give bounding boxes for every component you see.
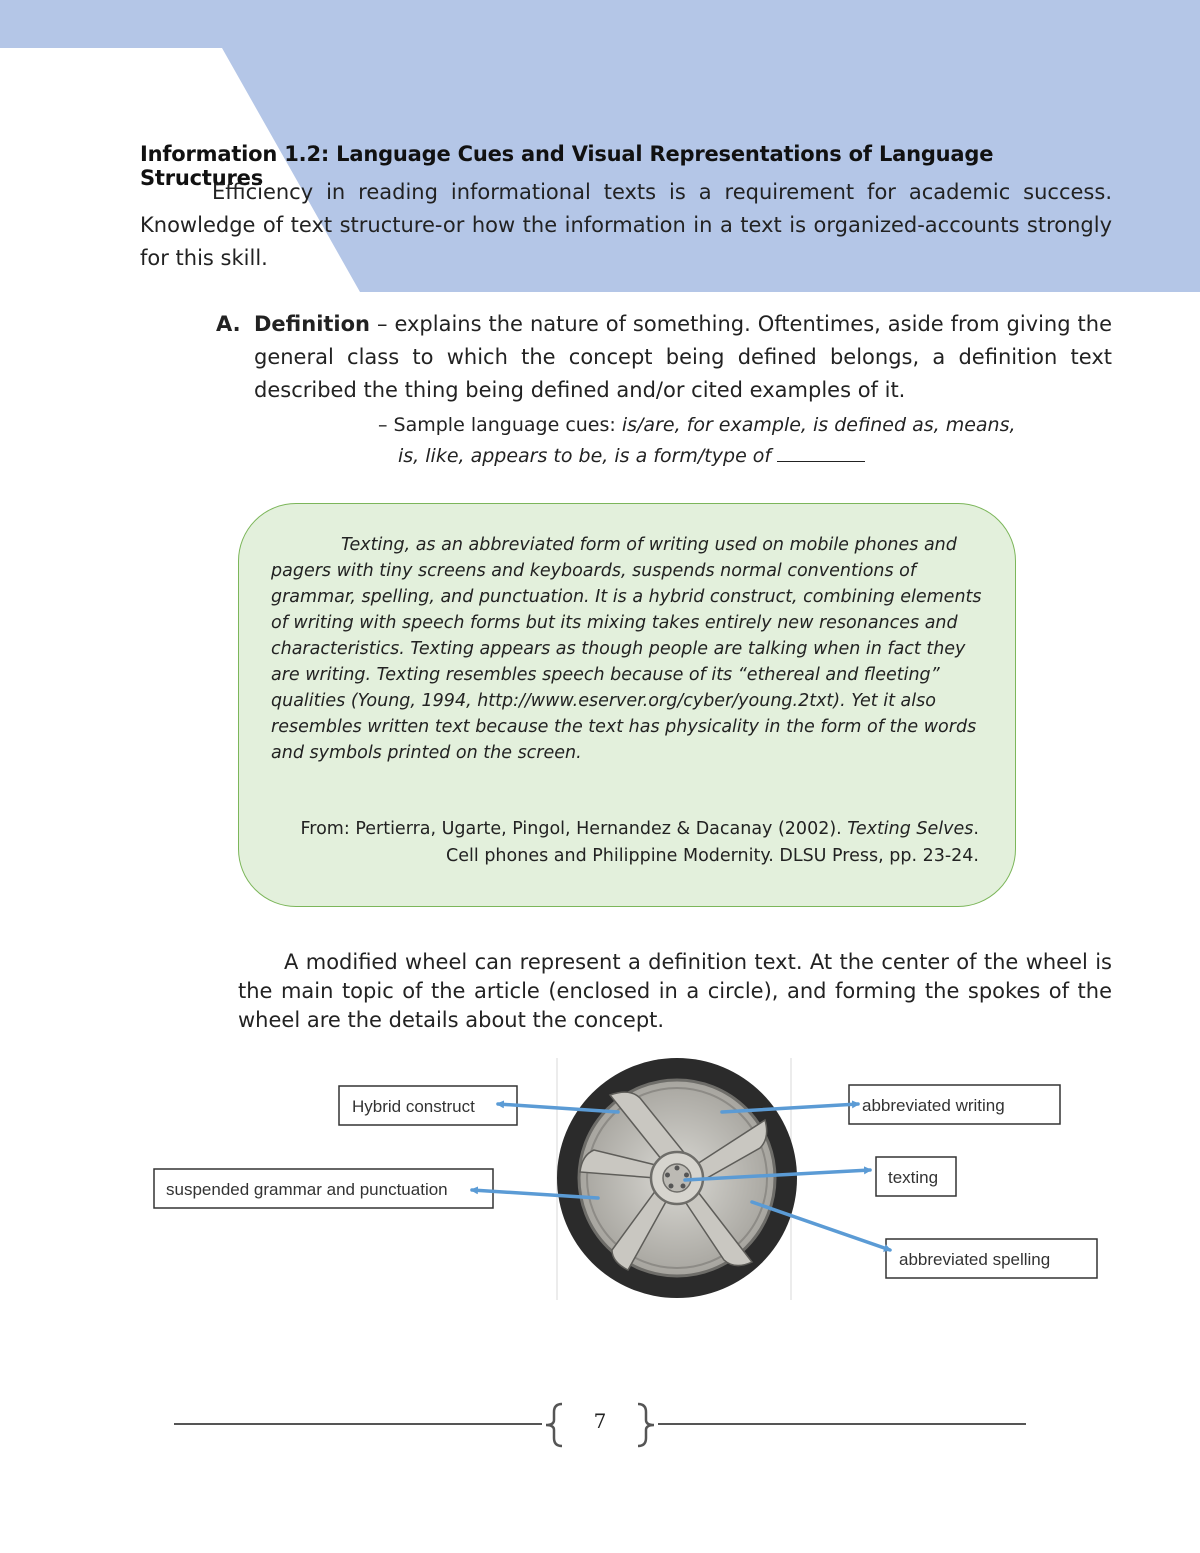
intro-text: Efficiency in reading informational texts is a requirement for academic success. Knowledge of text structure-or how the information in a text is organized-accounts strongly for this skill. (140, 180, 1112, 270)
fill-in-blank (777, 444, 865, 462)
wheel-paragraph (238, 948, 1112, 1035)
definition-body (254, 308, 1112, 407)
label-suspended (154, 1169, 493, 1208)
label-abbrev-writing-text: abbreviated writing (862, 1096, 1005, 1115)
wheel-paragraph-text: A modified wheel can represent a definition text. At the center of the wheel is the main topic of the article (enclosed in a circle), and forming the spokes of the wheel are the details about the concept. (238, 950, 1112, 1032)
section-heading: Information 1.2: Language Cues and Visual Representations of Language Structures (140, 142, 994, 190)
label-abbrev-spelling-text: abbreviated spelling (899, 1250, 1051, 1269)
definition-item (216, 308, 1112, 407)
label-texting-text: texting (888, 1168, 939, 1187)
footer-rule-right (658, 1423, 1026, 1425)
label-suspended-text: suspended grammar and punctuation (166, 1180, 448, 1199)
sample-passage (271, 532, 987, 766)
citation-title: Texting Selves (847, 819, 974, 839)
wheel-diagram (0, 1050, 1200, 1310)
label-texting (876, 1157, 956, 1196)
label-hybrid (339, 1086, 517, 1125)
label-hybrid-text: Hybrid construct (352, 1097, 475, 1116)
citation-prefix: From: Pertierra, Ugarte, Pingol, Hernandez & Dacanay (2002). (300, 819, 848, 839)
sample-text-box (238, 503, 1016, 907)
page-bracket-left-icon (542, 1402, 566, 1448)
sample-passage-text: Texting, as an abbreviated form of writing used on mobile phones and pagers with tiny screens and keyboards, suspends normal conventions of grammar, spelling, and punctuation. It is a hybrid construct, combining elements of writing with speech forms but its mixing takes entirely new resonances and characteristics. Texting appears as though people are talking when in fact they are writing. Texting resembles speech because of its “ethereal and fleeting” qualities (Young, 1994, http://www.eserver.org/cyber/young.2txt). Yet it also resembles written text because the text has physicality in the form of the words and symbols printed on the screen. (271, 535, 982, 763)
page-number: 7 (593, 1409, 607, 1433)
definition-text: – explains the nature of something. Oftentimes, aside from giving the general class to which the concept being defined belongs, a definition text described the thing being defined and/or cited examples of it. (254, 312, 1112, 402)
label-abbrev-writing (849, 1085, 1060, 1124)
footer-rule-left (174, 1423, 542, 1425)
language-cues (378, 410, 1112, 472)
citation-suffix: . Cell phones and Philippine Modernity. DLSU Press, pp. 23-24. (446, 819, 979, 866)
page-bracket-right-icon (634, 1402, 658, 1448)
cues-label: – Sample language cues: (378, 414, 622, 436)
list-marker: A. (216, 312, 241, 336)
cues-list-2: is, like, appears to be, is a form/type of (398, 445, 778, 467)
label-abbrev-spelling (886, 1239, 1097, 1278)
definition-term: Definition (254, 312, 371, 336)
intro-paragraph (140, 176, 1112, 275)
cues-list-1: is/are, for example, is defined as, means, (621, 414, 1016, 436)
sample-citation (279, 816, 979, 870)
